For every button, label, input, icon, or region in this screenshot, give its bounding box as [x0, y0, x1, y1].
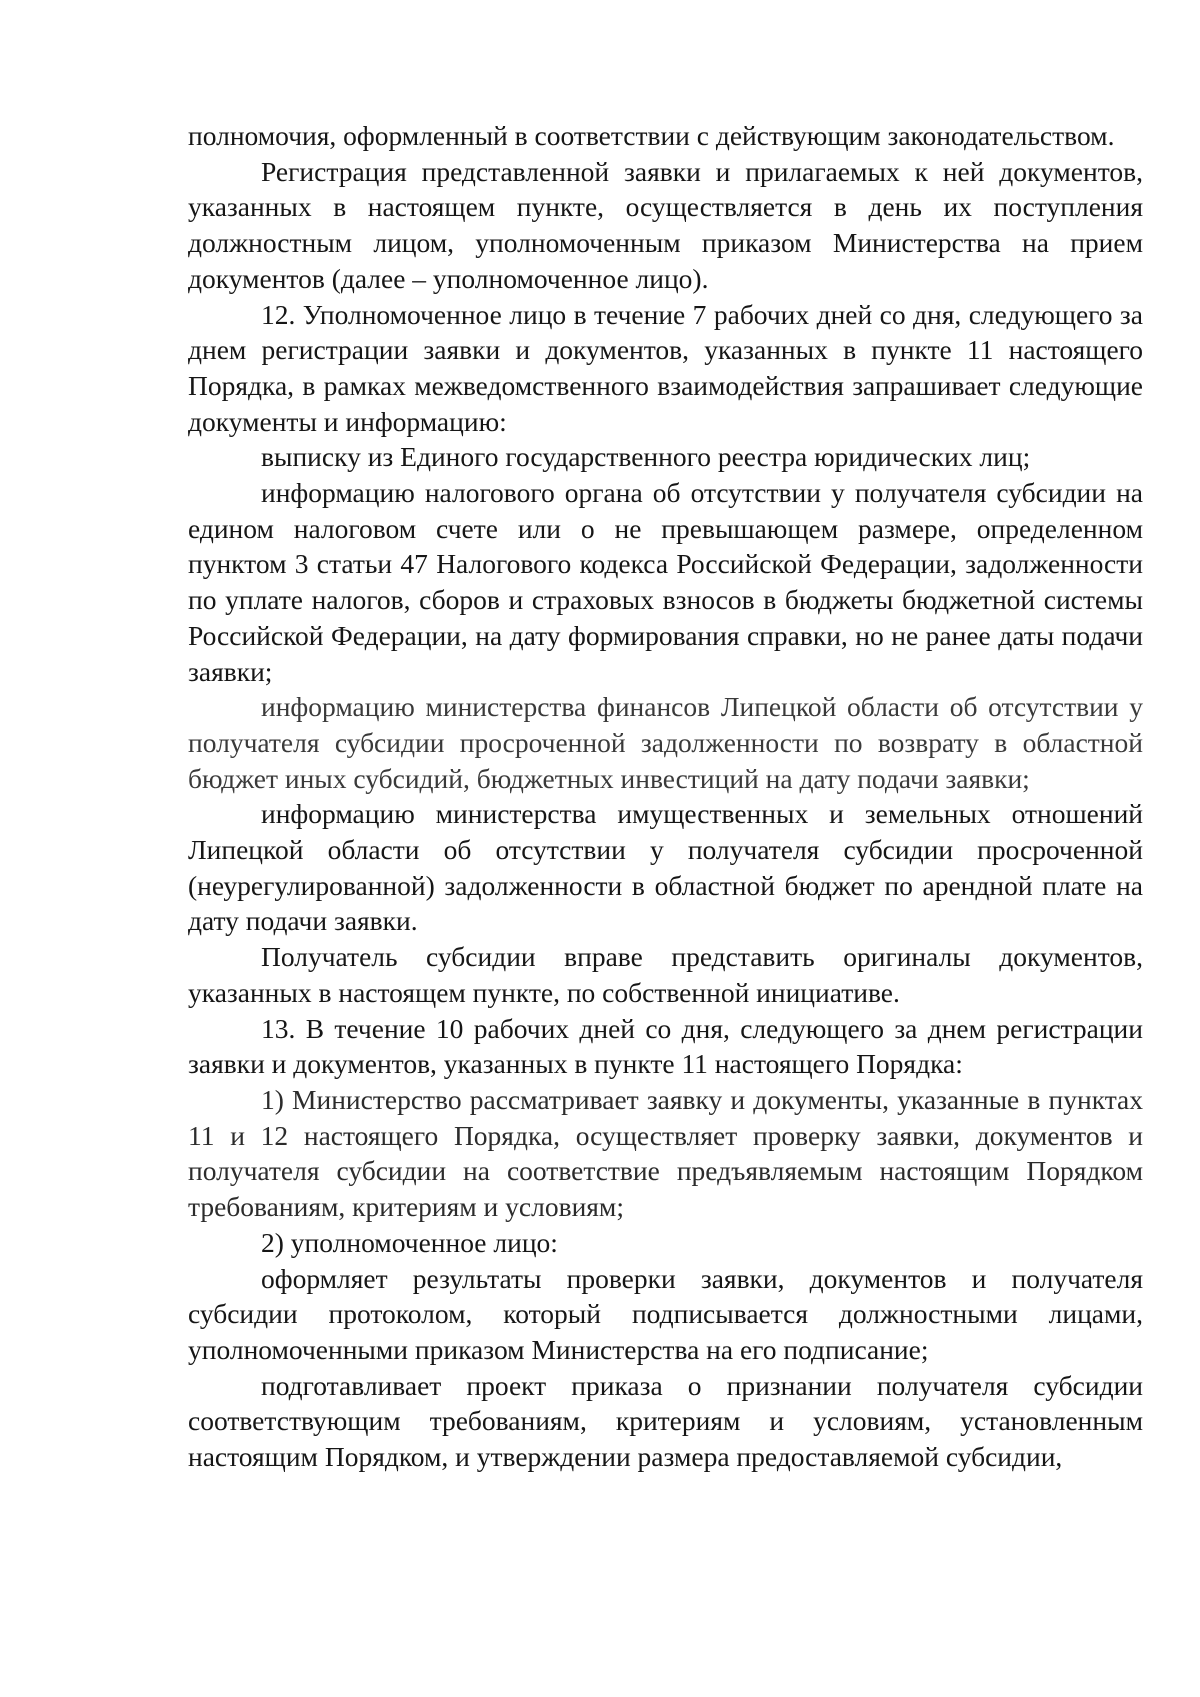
- list-item-authorized-person: 2) уполномоченное лицо:: [261, 1226, 558, 1258]
- paragraph-originals-right: Получатель субсидии вправе представить оригиналы документов, указанных в настоящем пункте, по собственной инициативе.: [188, 941, 1143, 1008]
- paragraph-continuation: полномочия, оформленный в соответствии с действующим законодательством.: [188, 120, 1115, 151]
- paragraph-registration: Регистрация представленной заявки и прилагаемых к ней документов, указанных в настоящем пункте, осуществляется в день их поступления должностным лицом, уполномоченным приказом Министерства на прием документов (далее – уполномоченное лицо).: [188, 155, 1143, 294]
- list-item-ministry-review: 1) Министерство рассматривает заявку и документы, указанные в пунктах 11 и 12 настоящего Порядка, осуществляет проверку заявки, документов и получателя субсидии на соответствие предъявляемым настоящим Порядком требованиям, критериям и условиям;: [188, 1083, 1143, 1223]
- list-item-finance-ministry-info: информацию министерства финансов Липецкой области об отсутствии у получателя субсидии просроченной задолженности по возврату в областной бюджет иных субсидий, бюджетных инвестиций на дату подачи заявки;: [188, 691, 1143, 794]
- paragraph-protocol: оформляет результаты проверки заявки, документов и получателя субсидии протоколом, который подписывается должностными лицами, уполномоченными приказом Министерства на его подписание;: [188, 1262, 1143, 1365]
- list-item-property-ministry-info: информацию министерства имущественных и земельных отношений Липецкой области об отсутствии у получателя субсидии просроченной (неурегулированной) задолженности в областной бюджет по арендной плате на дату подачи заявки.: [188, 798, 1143, 937]
- paragraph-order-draft: подготавливает проект приказа о признании получателя субсидии соответствующим требованиям, критериям и условиям, установленным настоящим Порядком, и утверждении размера предоставляемой субсидии,: [188, 1369, 1143, 1473]
- list-item-tax-info: информацию налогового органа об отсутствии у получателя субсидии на едином налоговом счете или о не превышающем размере, определенном пунктом 3 статьи 47 Налогового кодекса Российской Федерации, задолженности по уплате налогов, сборов и страховых взносов в бюджеты бюджетной системы Российской Федерации, на дату формирования справки, но не ранее даты подачи заявки;: [188, 477, 1143, 687]
- document-body: [188, 118, 1143, 1475]
- list-item-egrul-extract: выписку из Единого государственного реестра юридических лиц;: [261, 441, 1031, 473]
- paragraph-clause-12: 12. Уполномоченное лицо в течение 7 рабочих дней со дня, следующего за днем регистрации заявки и документов, указанных в пункте 11 настоящего Порядка, в рамках межведомственного взаимодействия запрашивает следующие документы и информацию:: [188, 298, 1143, 437]
- paragraph-clause-13: 13. В течение 10 рабочих дней со дня, следующего за днем регистрации заявки и документов, указанных в пункте 11 настоящего Порядка:: [188, 1012, 1143, 1080]
